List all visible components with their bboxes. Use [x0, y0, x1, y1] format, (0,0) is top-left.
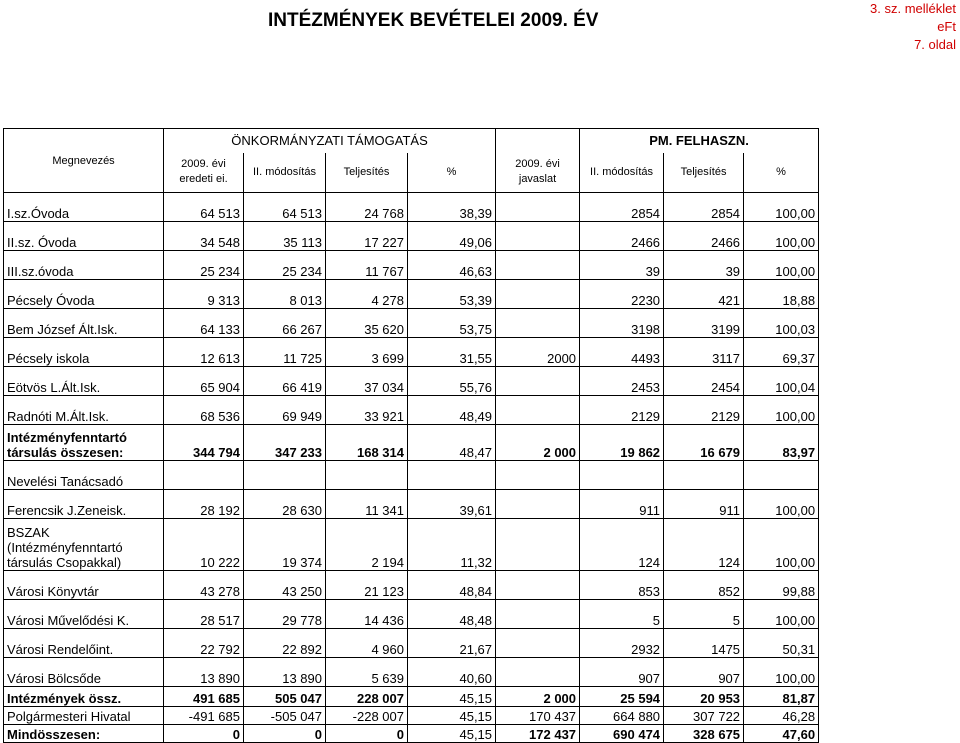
- row-name: BSZAK (Intézményfenntartó társulás Csopakkal): [4, 519, 164, 571]
- row-value: 68 536: [164, 396, 244, 425]
- table-row: [4, 396, 819, 425]
- row-name: Városi Könyvtár: [4, 571, 164, 600]
- row-value: [496, 280, 580, 309]
- row-value: 2854: [664, 193, 744, 222]
- row-value: 34 548: [164, 222, 244, 251]
- row-value: 65 904: [164, 367, 244, 396]
- header-pm-percent: %: [744, 153, 819, 193]
- row-name: Pécsely Óvoda: [4, 280, 164, 309]
- row-value: [496, 309, 580, 338]
- row-value: 5 639: [326, 658, 408, 687]
- row-value: 4493: [580, 338, 664, 367]
- row-value: 11 767: [326, 251, 408, 280]
- table-row: [4, 309, 819, 338]
- row-value: [496, 571, 580, 600]
- row-value: 1475: [664, 629, 744, 658]
- row-name: Városi Rendelőint.: [4, 629, 164, 658]
- table-row: [4, 280, 819, 309]
- row-value: 55,76: [408, 367, 496, 396]
- row-value: 2466: [664, 222, 744, 251]
- row-value: 64 513: [164, 193, 244, 222]
- row-name: Nevelési Tanácsadó: [4, 461, 164, 490]
- row-value: 18,88: [744, 280, 819, 309]
- row-value: 0: [326, 725, 408, 743]
- row-value: 344 794: [164, 425, 244, 461]
- row-value: 2 194: [326, 519, 408, 571]
- row-value: 664 880: [580, 707, 664, 725]
- table-row: [4, 425, 819, 461]
- row-value: 168 314: [326, 425, 408, 461]
- row-value: 39: [664, 251, 744, 280]
- row-value: 69,37: [744, 338, 819, 367]
- row-value: 28 630: [244, 490, 326, 519]
- row-value: 37 034: [326, 367, 408, 396]
- row-value: 4 960: [326, 629, 408, 658]
- row-value: [408, 461, 496, 490]
- row-value: 100,00: [744, 490, 819, 519]
- row-value: 39,61: [408, 490, 496, 519]
- header-name: Megnevezés: [4, 129, 164, 193]
- row-value: 100,04: [744, 367, 819, 396]
- row-value: [496, 222, 580, 251]
- table-row: [4, 338, 819, 367]
- page-number: 7. oldal: [914, 37, 956, 52]
- row-value: [496, 193, 580, 222]
- row-value: 50,31: [744, 629, 819, 658]
- row-value: 8 013: [244, 280, 326, 309]
- row-value: 347 233: [244, 425, 326, 461]
- row-value: 66 419: [244, 367, 326, 396]
- row-value: 2230: [580, 280, 664, 309]
- table-row: [4, 707, 819, 725]
- row-value: 47,60: [744, 725, 819, 743]
- row-value: 19 862: [580, 425, 664, 461]
- row-value: 25 234: [164, 251, 244, 280]
- annex-label: 3. sz. melléklet: [870, 1, 956, 16]
- row-value: 53,39: [408, 280, 496, 309]
- row-value: [580, 461, 664, 490]
- row-value: 16 679: [664, 425, 744, 461]
- row-value: 2 000: [496, 425, 580, 461]
- row-value: 4 278: [326, 280, 408, 309]
- row-value: 22 792: [164, 629, 244, 658]
- row-value: 48,48: [408, 600, 496, 629]
- table-row: [4, 251, 819, 280]
- page-reference: [870, 0, 956, 54]
- row-value: 100,03: [744, 309, 819, 338]
- row-value: 9 313: [164, 280, 244, 309]
- row-value: 307 722: [664, 707, 744, 725]
- row-value: 852: [664, 571, 744, 600]
- row-value: 228 007: [326, 687, 408, 707]
- row-value: 0: [244, 725, 326, 743]
- table-row: [4, 658, 819, 687]
- row-value: 22 892: [244, 629, 326, 658]
- row-value: 45,15: [408, 707, 496, 725]
- table-row: [4, 725, 819, 743]
- row-value: 81,87: [744, 687, 819, 707]
- row-name: I.sz.Óvoda: [4, 193, 164, 222]
- header-percent: %: [408, 153, 496, 193]
- row-value: 3199: [664, 309, 744, 338]
- row-value: 5: [664, 600, 744, 629]
- row-value: 3 699: [326, 338, 408, 367]
- group-header-subsidy: ÖNKORMÁNYZATI TÁMOGATÁS: [164, 129, 496, 153]
- row-value: 45,15: [408, 687, 496, 707]
- row-value: 40,60: [408, 658, 496, 687]
- row-value: 21,67: [408, 629, 496, 658]
- row-value: 100,00: [744, 222, 819, 251]
- row-value: 907: [664, 658, 744, 687]
- row-value: 46,28: [744, 707, 819, 725]
- row-value: 11 341: [326, 490, 408, 519]
- row-value: 3117: [664, 338, 744, 367]
- row-value: 39: [580, 251, 664, 280]
- row-value: 69 949: [244, 396, 326, 425]
- row-value: 911: [580, 490, 664, 519]
- table-body: [4, 193, 819, 743]
- row-value: 53,75: [408, 309, 496, 338]
- row-name: III.sz.óvoda: [4, 251, 164, 280]
- header-original: 2009. évi eredeti ei.: [164, 153, 244, 193]
- row-value: 46,63: [408, 251, 496, 280]
- table-row: [4, 193, 819, 222]
- header-pm-modification: II. módosítás: [580, 153, 664, 193]
- header-proposal: 2009. évi javaslat: [496, 153, 580, 193]
- header-modification: II. módosítás: [244, 153, 326, 193]
- row-value: [164, 461, 244, 490]
- row-name: Radnóti M.Ált.Isk.: [4, 396, 164, 425]
- row-value: 2854: [580, 193, 664, 222]
- row-value: 100,00: [744, 396, 819, 425]
- unit-label: eFt: [937, 19, 956, 34]
- row-name: Eötvös L.Ált.Isk.: [4, 367, 164, 396]
- row-value: 907: [580, 658, 664, 687]
- row-value: 13 890: [244, 658, 326, 687]
- row-value: 31,55: [408, 338, 496, 367]
- row-value: 5: [580, 600, 664, 629]
- row-value: 0: [164, 725, 244, 743]
- row-value: 20 953: [664, 687, 744, 707]
- row-value: 43 250: [244, 571, 326, 600]
- table-row: [4, 367, 819, 396]
- row-value: 10 222: [164, 519, 244, 571]
- row-value: 29 778: [244, 600, 326, 629]
- table-row: [4, 461, 819, 490]
- row-name: II.sz. Óvoda: [4, 222, 164, 251]
- row-value: 2000: [496, 338, 580, 367]
- group-header-row: [4, 129, 819, 153]
- row-value: 11,32: [408, 519, 496, 571]
- row-value: 172 437: [496, 725, 580, 743]
- row-value: 28 192: [164, 490, 244, 519]
- row-value: 48,84: [408, 571, 496, 600]
- row-value: 13 890: [164, 658, 244, 687]
- row-value: [496, 461, 580, 490]
- row-value: 690 474: [580, 725, 664, 743]
- row-value: -491 685: [164, 707, 244, 725]
- row-value: 48,47: [408, 425, 496, 461]
- row-value: 2466: [580, 222, 664, 251]
- row-value: 2932: [580, 629, 664, 658]
- row-value: 43 278: [164, 571, 244, 600]
- row-name: Pécsely iskola: [4, 338, 164, 367]
- row-value: 491 685: [164, 687, 244, 707]
- row-name: Intézményfenntartó társulás összesen:: [4, 425, 164, 461]
- revenue-table: [3, 128, 819, 743]
- row-value: 99,88: [744, 571, 819, 600]
- row-name: Mindösszesen:: [4, 725, 164, 743]
- page-title: INTÉZMÉNYEK BEVÉTELEI 2009. ÉV: [268, 10, 599, 31]
- table-row: [4, 519, 819, 571]
- row-value: 100,00: [744, 519, 819, 571]
- row-value: 124: [580, 519, 664, 571]
- row-value: 170 437: [496, 707, 580, 725]
- row-value: 2454: [664, 367, 744, 396]
- row-value: [496, 490, 580, 519]
- row-value: 35 113: [244, 222, 326, 251]
- table-row: [4, 600, 819, 629]
- row-value: 35 620: [326, 309, 408, 338]
- row-value: [496, 600, 580, 629]
- row-name: Intézmények össz.: [4, 687, 164, 707]
- row-value: 19 374: [244, 519, 326, 571]
- header-pm-fulfillment: Teljesítés: [664, 153, 744, 193]
- row-name: Bem József Ált.Isk.: [4, 309, 164, 338]
- row-value: 38,39: [408, 193, 496, 222]
- row-value: 2 000: [496, 687, 580, 707]
- row-value: 100,00: [744, 658, 819, 687]
- row-value: [496, 629, 580, 658]
- row-value: 124: [664, 519, 744, 571]
- row-value: 28 517: [164, 600, 244, 629]
- table-row: [4, 222, 819, 251]
- row-value: [244, 461, 326, 490]
- table-row: [4, 687, 819, 707]
- row-name: Városi Művelődési K.: [4, 600, 164, 629]
- row-value: [496, 251, 580, 280]
- row-name: Városi Bölcsőde: [4, 658, 164, 687]
- row-value: [496, 367, 580, 396]
- row-value: -228 007: [326, 707, 408, 725]
- row-value: 24 768: [326, 193, 408, 222]
- row-name: Polgármesteri Hivatal: [4, 707, 164, 725]
- row-value: 3198: [580, 309, 664, 338]
- row-value: -505 047: [244, 707, 326, 725]
- row-value: 505 047: [244, 687, 326, 707]
- row-value: 66 267: [244, 309, 326, 338]
- row-value: 421: [664, 280, 744, 309]
- row-value: [664, 461, 744, 490]
- row-value: [496, 396, 580, 425]
- row-value: 25 594: [580, 687, 664, 707]
- row-value: 25 234: [244, 251, 326, 280]
- row-value: 21 123: [326, 571, 408, 600]
- header-fulfillment: Teljesítés: [326, 153, 408, 193]
- row-value: 12 613: [164, 338, 244, 367]
- row-value: 853: [580, 571, 664, 600]
- row-value: 49,06: [408, 222, 496, 251]
- row-name: Ferencsik J.Zeneisk.: [4, 490, 164, 519]
- row-value: [326, 461, 408, 490]
- row-value: 2129: [664, 396, 744, 425]
- row-value: 11 725: [244, 338, 326, 367]
- row-value: 64 513: [244, 193, 326, 222]
- row-value: [496, 519, 580, 571]
- row-value: 100,00: [744, 600, 819, 629]
- row-value: 33 921: [326, 396, 408, 425]
- row-value: 2129: [580, 396, 664, 425]
- table-row: [4, 571, 819, 600]
- row-value: 64 133: [164, 309, 244, 338]
- row-value: 17 227: [326, 222, 408, 251]
- row-value: 14 436: [326, 600, 408, 629]
- row-value: 100,00: [744, 193, 819, 222]
- row-value: 100,00: [744, 251, 819, 280]
- row-value: 48,49: [408, 396, 496, 425]
- row-value: 83,97: [744, 425, 819, 461]
- row-value: 2453: [580, 367, 664, 396]
- table-row: [4, 629, 819, 658]
- row-value: 911: [664, 490, 744, 519]
- row-value: 328 675: [664, 725, 744, 743]
- row-value: [744, 461, 819, 490]
- table-row: [4, 490, 819, 519]
- row-value: 45,15: [408, 725, 496, 743]
- row-value: [496, 658, 580, 687]
- group-header-pm: PM. FELHASZN.: [580, 129, 819, 153]
